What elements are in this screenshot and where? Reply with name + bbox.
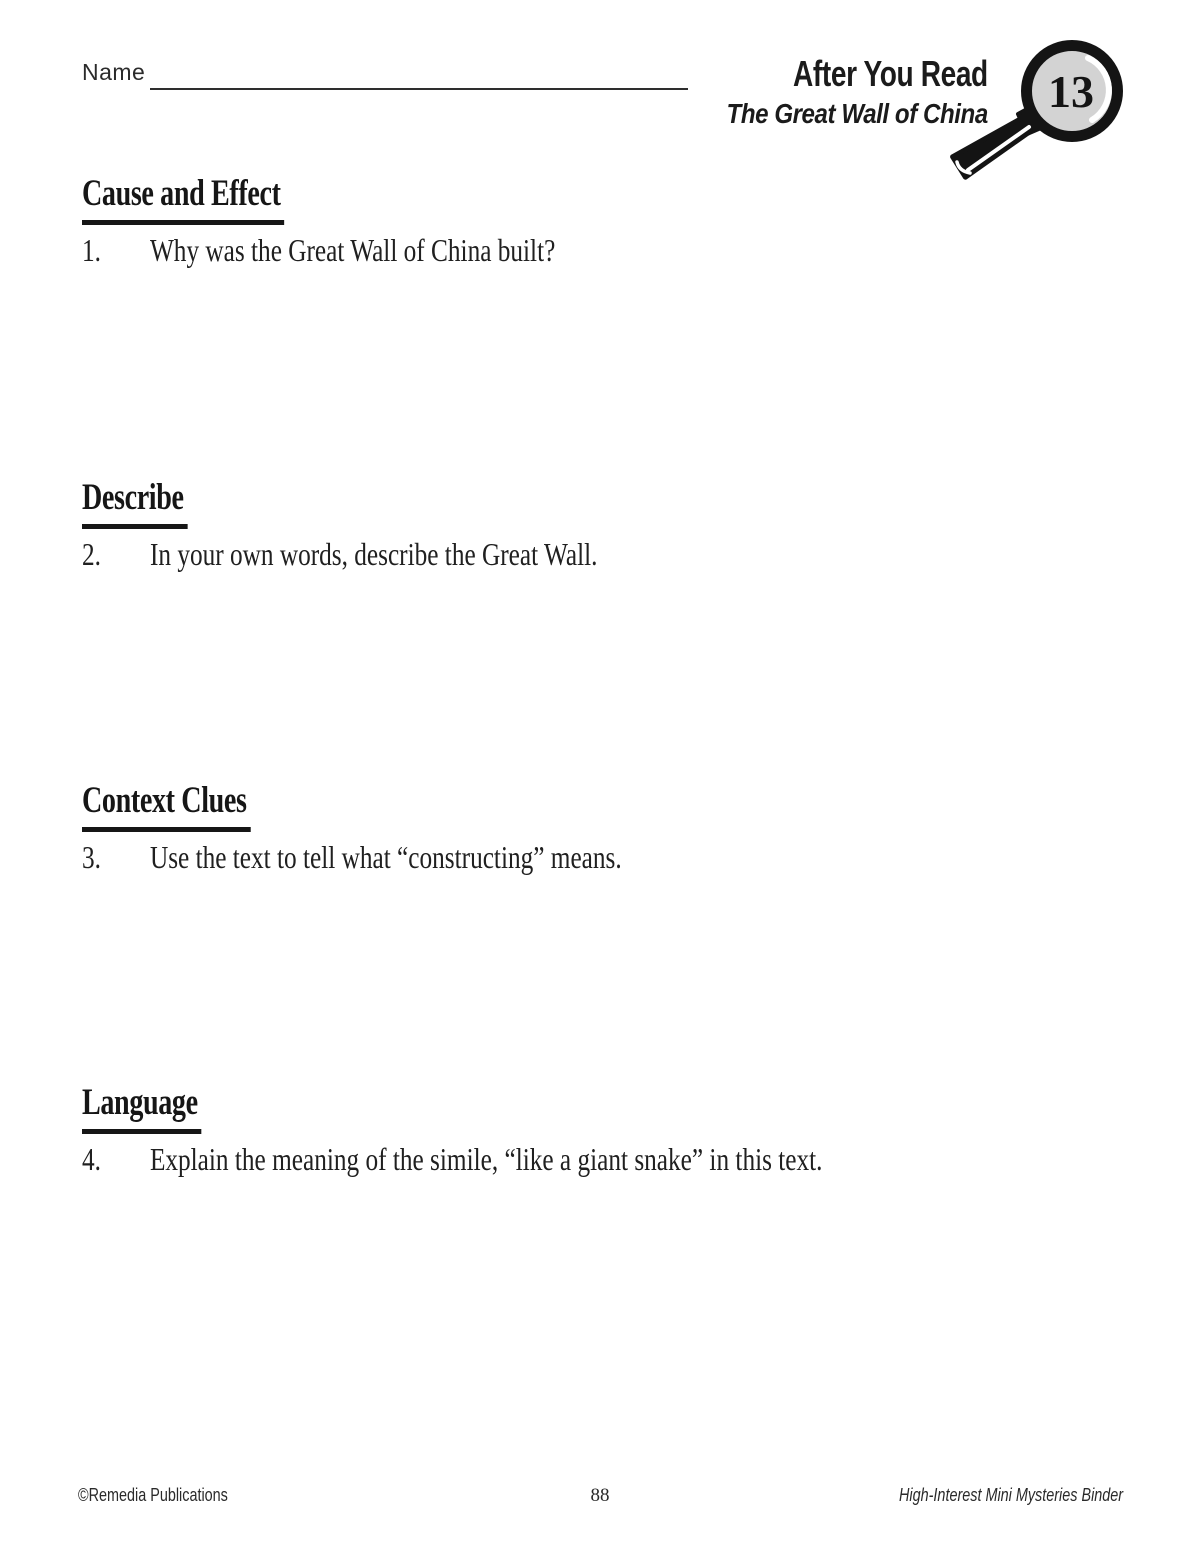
- question-number: 4.: [82, 1140, 101, 1177]
- section-context-clues: [82, 781, 1142, 876]
- question-text: Explain the meaning of the simile, “like a giant snake” in this text.: [149, 1140, 823, 1177]
- magnifying-glass-icon: [930, 30, 1140, 190]
- question-row: [82, 838, 1188, 876]
- name-blank-line: [150, 88, 688, 90]
- footer-publisher: ©Remedia Publications: [78, 1485, 228, 1505]
- page-subtitle: The Great Wall of China: [726, 98, 988, 129]
- section-heading: Describe: [82, 478, 187, 529]
- question-row: [82, 1140, 1188, 1178]
- footer-book-title: High-Interest Mini Mysteries Binder: [898, 1485, 1123, 1505]
- section-cause-and-effect: [82, 174, 1142, 269]
- section-heading: Language: [82, 1083, 202, 1134]
- footer-page-number: 88: [590, 1485, 610, 1506]
- question-number: 1.: [82, 231, 101, 268]
- section-heading: Context Clues: [82, 781, 250, 832]
- question-text: In your own words, describe the Great Wall.: [149, 535, 598, 572]
- section-describe: [82, 478, 1142, 573]
- question-number: 3.: [82, 838, 101, 875]
- name-label: Name: [82, 59, 146, 85]
- question-row: [82, 535, 1188, 573]
- magnifier-handle: [953, 115, 1036, 178]
- question-text: Use the text to tell what “constructing” means.: [149, 838, 622, 875]
- section-heading: Cause and Effect: [82, 174, 284, 225]
- question-row: [82, 231, 1188, 269]
- page-title: After You Read: [793, 53, 988, 94]
- section-language: [82, 1083, 1142, 1178]
- question-text: Why was the Great Wall of China built?: [149, 231, 556, 268]
- question-number: 2.: [82, 535, 101, 572]
- lesson-number-badge: 13: [1048, 66, 1094, 117]
